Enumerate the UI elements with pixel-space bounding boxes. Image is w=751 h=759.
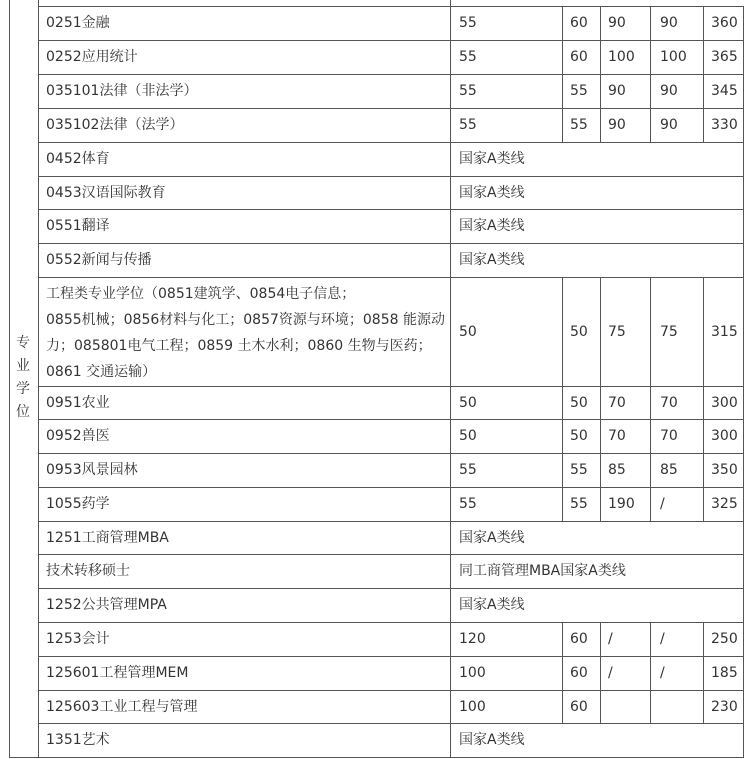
grid-line [562,277,563,386]
grid-line [38,690,744,691]
merged-score-note: 同工商管理MBA国家A类线 [459,563,626,579]
program-name: 035101法律（非法学） [46,83,198,99]
score-total: 315 [711,323,738,340]
score-politics: 50 [459,428,477,444]
score-subject-two: 90 [660,15,678,31]
score-subject-two: 85 [660,462,678,478]
grid-line [38,453,744,454]
grid-line [38,487,744,488]
program-name: 035102法律（法学） [46,117,184,133]
program-name: 1252公共管理MPA [46,597,167,613]
grid-line [38,6,39,757]
score-total: 365 [711,49,738,65]
score-subject-one: 90 [608,15,626,31]
grid-line [600,656,601,690]
program-name: 0551翻译 [46,218,110,234]
grid-line [703,108,704,142]
grid-line [450,108,451,142]
score-total: 325 [711,496,738,512]
grid-line [600,6,601,40]
program-name: 125601工程管理MEM [46,665,189,681]
score-subject-two: 70 [660,394,678,411]
merged-score-note: 国家A类线 [459,218,525,234]
score-politics: 55 [459,49,477,65]
grid-line [450,386,451,419]
category-label-char: 位 [16,404,30,420]
grid-line [562,487,563,521]
score-subject-one: 70 [608,428,626,444]
program-name: 0861 交通运输） [46,364,157,380]
score-politics: 55 [459,496,477,512]
score-subject-one: / [608,665,613,681]
score-total: 360 [711,15,738,31]
category-label-char: 业 [16,358,30,374]
program-name: 0953风景园林 [46,462,138,478]
program-name: 0452体育 [46,151,110,167]
score-subject-two: / [660,496,665,512]
program-name: 0855机械；0856材料与化工；0857资源与环境；0858 能源动 [46,312,445,328]
grid-line [650,487,651,521]
grid-line [450,723,451,757]
score-subject-two: 70 [660,428,678,444]
grid-line [703,419,704,453]
grid-line [600,40,601,74]
score-subject-two: 75 [660,323,678,340]
grid-line [650,453,651,487]
score-subject-two: / [660,665,665,681]
grid-line [38,74,744,75]
grid-line [9,757,744,758]
score-politics: 55 [459,117,477,133]
score-subject-one: 85 [608,462,626,478]
score-politics: 100 [459,698,486,715]
grid-line [650,622,651,656]
score-politics: 120 [459,631,486,647]
merged-score-note: 国家A类线 [459,184,525,201]
score-subject-one: 90 [608,117,626,133]
score-total: 230 [711,698,738,715]
grid-line [562,622,563,656]
grid-line [650,108,651,142]
grid-line [650,386,651,419]
score-foreign-language: 50 [570,394,588,411]
grid-line [650,419,651,453]
program-name: 0552新闻与传播 [46,252,152,268]
grid-line [450,656,451,690]
program-name: 0252应用统计 [46,49,138,65]
merged-score-note: 国家A类线 [459,529,525,546]
score-total: 345 [711,83,738,99]
grid-line [38,40,744,41]
score-politics: 55 [459,15,477,31]
grid-line [450,40,451,74]
program-name: 0952兽医 [46,428,110,444]
program-name: 1351艺术 [46,732,110,748]
score-politics: 50 [459,394,477,411]
grid-line [703,40,704,74]
grid-line [38,622,744,623]
score-foreign-language: 55 [570,83,588,99]
score-politics: 55 [459,83,477,99]
grid-line [600,419,601,453]
grid-line [600,690,601,723]
grid-line [38,176,744,177]
grid-line [38,277,744,278]
score-total: 300 [711,428,738,444]
grid-line [562,690,563,723]
program-name: 125603工业工程与管理 [46,698,198,715]
program-name: 1253会计 [46,631,110,647]
score-foreign-language: 60 [570,631,588,647]
grid-line [450,277,451,386]
grid-line [38,142,744,143]
grid-line [562,419,563,453]
score-subject-one: 100 [608,49,635,65]
grid-line [600,74,601,108]
score-foreign-language: 60 [570,665,588,681]
score-politics: 100 [459,665,486,681]
grid-line [38,243,744,244]
grid-line [650,277,651,386]
grid-line [450,690,451,723]
grid-line [600,487,601,521]
score-foreign-language: 55 [570,462,588,478]
score-foreign-language: 60 [570,698,588,715]
grid-line [600,453,601,487]
score-foreign-language: 50 [570,323,588,340]
grid-line [38,386,744,387]
grid-line [450,74,451,108]
score-foreign-language: 60 [570,49,588,65]
program-name: 1251工商管理MBA [46,529,169,546]
grid-line [703,453,704,487]
score-subject-two: 90 [660,83,678,99]
grid-line [38,209,744,210]
score-politics: 55 [459,462,477,478]
merged-score-note: 国家A类线 [459,151,525,167]
score-foreign-language: 55 [570,117,588,133]
score-foreign-language: 60 [570,15,588,31]
program-name: 1055药学 [46,496,110,512]
score-politics: 50 [459,323,477,340]
score-subject-two: 100 [660,49,687,65]
grid-line [38,419,744,420]
grid-line [562,74,563,108]
score-total: 350 [711,462,738,478]
grid-line [38,656,744,657]
score-total: 250 [711,631,738,647]
grid-line [703,656,704,690]
grid-line [743,6,744,757]
program-name: 力；085801电气工程；0859 土木水利；0860 生物与医药； [46,338,432,354]
grid-line [450,176,451,209]
grid-line [38,723,744,724]
grid-line [450,554,451,588]
grid-line [450,6,451,40]
score-subject-two: 90 [660,117,678,133]
grid-line [600,386,601,419]
grid-line [450,521,451,554]
grid-line [450,243,451,277]
merged-score-note: 国家A类线 [459,597,525,613]
grid-line [650,656,651,690]
score-foreign-language: 50 [570,428,588,444]
grid-line [650,690,651,723]
grid-line [703,74,704,108]
grid-line [450,142,451,176]
grid-line [703,6,704,40]
grid-line [600,622,601,656]
grid-line [38,554,744,555]
score-total: 330 [711,117,738,133]
score-foreign-language: 55 [570,496,588,512]
grid-line [9,6,10,757]
grid-line [562,453,563,487]
score-total: 300 [711,394,738,411]
grid-line [450,209,451,243]
grid-line [650,40,651,74]
grid-line [450,622,451,656]
grid-line [38,588,744,589]
category-label-char: 学 [16,381,30,397]
merged-score-note: 国家A类线 [459,732,525,748]
score-subject-one: 75 [608,323,626,340]
merged-score-note: 国家A类线 [459,252,525,268]
grid-line [703,277,704,386]
grid-line [703,622,704,656]
grid-line [600,277,601,386]
program-name: 0453汉语国际教育 [46,184,166,201]
grid-line [650,74,651,108]
grid-line [450,487,451,521]
grid-line [562,108,563,142]
grid-line [38,6,744,7]
category-label-char: 专 [16,335,30,351]
score-subject-one: 70 [608,394,626,411]
score-total: 185 [711,665,738,681]
grid-line [600,108,601,142]
grid-line [562,656,563,690]
score-subject-one: 90 [608,83,626,99]
score-subject-two: / [660,631,665,647]
grid-line [450,453,451,487]
grid-line [703,487,704,521]
program-name: 0951农业 [46,394,110,411]
grid-line [450,419,451,453]
grid-line [562,40,563,74]
grid-line [38,108,744,109]
program-name: 0251金融 [46,15,110,31]
grid-line [562,6,563,40]
grid-line [562,386,563,419]
grid-line [450,588,451,622]
grid-line [650,6,651,40]
score-subject-one: 190 [608,496,635,512]
grid-line [703,690,704,723]
score-subject-one: / [608,631,613,647]
grid-line [38,521,744,522]
grid-line [703,386,704,419]
program-name: 技术转移硕士 [46,563,130,579]
program-name: 工程类专业学位（0851建筑学、0854电子信息； [46,286,356,302]
